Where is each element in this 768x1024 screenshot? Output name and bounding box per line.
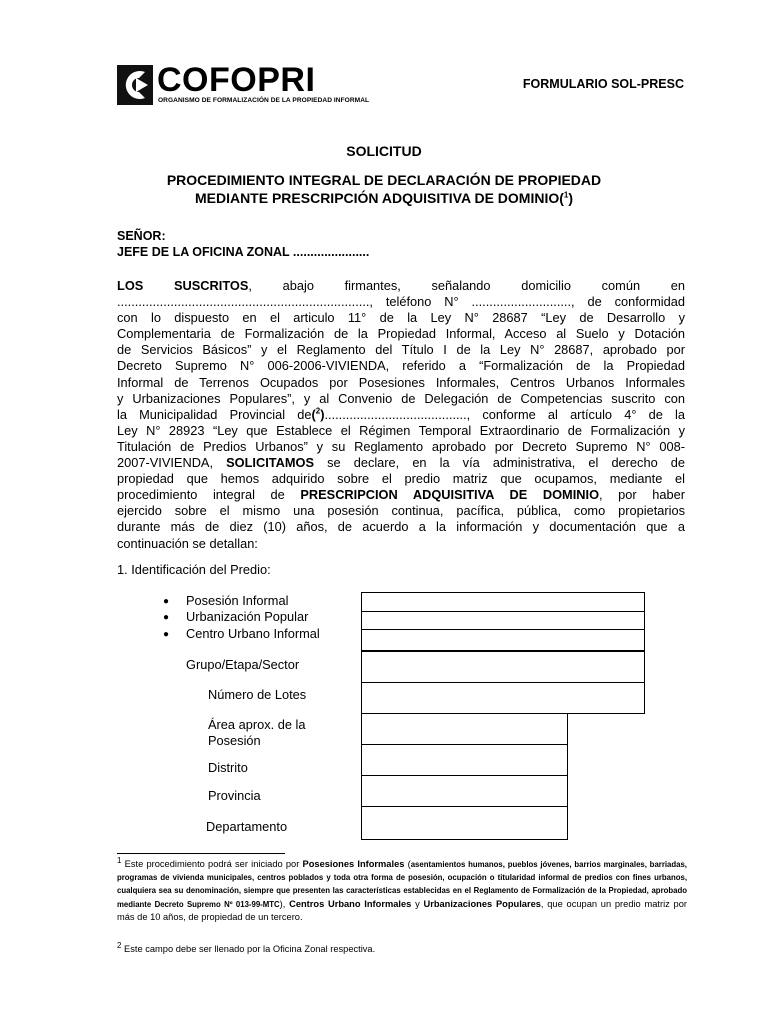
label-area-1: Área aprox. de la — [208, 717, 306, 732]
bullet-icon: ● — [163, 612, 170, 623]
bullet-icon: ● — [163, 629, 170, 640]
suscritos-bold: LOS SUSCRITOS — [117, 278, 249, 293]
logo-name: COFOPRI — [157, 61, 316, 99]
body-line: durante más de diez (10) años, de acuerdo a la información y documentación que a — [117, 519, 685, 535]
footnote-ref-2[interactable]: 2 — [315, 406, 321, 416]
request-paragraph — [117, 278, 685, 552]
body-line: Complementaria de Formalización de la Propiedad Informal, Acceso al Suelo y Dotación — [117, 326, 685, 342]
provincia-field[interactable] — [361, 775, 568, 807]
prescripcion-bold: PRESCRIPCION ADQUISITIVA DE DOMINIO — [300, 487, 600, 503]
label-provincia: Provincia — [208, 788, 261, 803]
footnote-1: $^1$ Este procedimiento podrá ser iniciado por Posesiones Informales (asentamientos humanos, pueblos jóvenes, barrios marginales, barriadas, programas de vivienda municipales, centros poblados y toda otra forma de posesión, ocupación o titularidad informal de predios con fines urbanos, cualquiera sea su denominación, siempre que presenten las características establecidas en el Reglamento de Formalización de la Propiedad, aprobado mediante Decreto Supremo Nº 013-99-MTC), Centros Urbano Informales y Urbanizaciones Populares, que ocupan un predio matriz por más de 10 años, de propiedad de un tercero. — [117, 855, 687, 922]
body-line: LOS SUSCRITOS, abajo firmantes, señalando domicilio común en — [117, 278, 685, 293]
distrito-field[interactable] — [361, 744, 568, 776]
body-line: y Urbanizaciones Populares”, y al Convenio de Delegación de Competencias suscrito con — [117, 390, 685, 406]
body-line: con lo dispuesto en el articulo 11° de la Ley N° 28687 “Ley de Desarrollo y — [117, 310, 685, 326]
cofopri-emblem-icon — [115, 64, 157, 108]
greeting: SEÑOR: — [117, 229, 166, 243]
logo-subtitle: ORGANISMO DE FORMALIZACIÓN DE LA PROPIEDAD INFORMAL — [158, 97, 370, 104]
posesion-informal-field[interactable] — [361, 592, 645, 612]
body-line: propiedad que hemos adquirido sobre el predio matriz que ocupamos, mediante el — [117, 471, 685, 487]
body-line: Informal de Terrenos Ocupados por Posesiones Informales, Centros Urbanos Informales — [117, 374, 685, 390]
bullet-icon: ● — [163, 596, 170, 607]
label-urbanizacion-popular: Urbanización Popular — [186, 609, 309, 624]
body-line: Decreto Supremo N° 006-2006-VIVIENDA, referido a “Formalización de la Propiedad — [117, 358, 685, 374]
page-title: SOLICITUD — [346, 143, 422, 159]
body-line: 2007-VIVIENDA, SOLICITAMOS se declare, en la vía administrativa, el derecho de — [117, 455, 685, 471]
footnote-divider — [117, 853, 285, 854]
cofopri-logo — [115, 61, 370, 108]
body-line: continuación se detallan: — [117, 535, 258, 551]
subtitle-line-1: PROCEDIMIENTO INTEGRAL DE DECLARACIÓN DE PROPIEDAD — [166, 172, 602, 188]
subtitle-close: ) — [568, 190, 574, 206]
label-area-2: Posesión — [208, 733, 261, 748]
body-line: procedimiento integral de PRESCRIPCION ADQUISITIVA DE DOMINIO, por haber — [117, 487, 685, 503]
form-code: FORMULARIO SOL-PRESC — [522, 77, 684, 91]
label-departamento: Departamento — [206, 819, 288, 834]
area-field[interactable] — [361, 713, 568, 745]
section-heading: 1. Identificación del Predio: — [117, 562, 271, 577]
footnote-2: $^2$ Este campo debe ser llenado por la Oficina Zonal respectiva. — [117, 940, 376, 954]
subtitle-line-2 — [0, 190, 768, 206]
body-line: la Municipalidad Provincial de($^2$)........................................, conforme al artículo 4° de la — [117, 406, 685, 422]
solicitamos-bold: SOLICITAMOS — [226, 455, 315, 471]
numero-lotes-field[interactable] — [361, 682, 645, 714]
label-numero-lotes: Número de Lotes — [208, 687, 307, 702]
label-centro-urbano: Centro Urbano Informal — [186, 626, 320, 641]
label-posesion-informal: Posesión Informal — [186, 593, 289, 608]
urbanizacion-popular-field[interactable] — [361, 611, 645, 630]
footnote-ref-1[interactable]: 1 — [563, 190, 569, 200]
body-line: ejercido sobre el mismo una posesión continua, pacífica, pública, como propietarios — [117, 503, 685, 519]
body-line: Ley N° 28923 “Ley que Establece el Régimen Temporal Extraordinario de Formalización y — [117, 422, 685, 438]
centro-urbano-field[interactable] — [361, 629, 645, 651]
grupo-field[interactable] — [361, 651, 645, 683]
label-grupo: Grupo/Etapa/Sector — [186, 657, 300, 672]
body-line: de Servicios Básicos” y el Reglamento del Título I de la Ley N° 28687, aprobado por — [117, 342, 685, 358]
body-line: Titulación de Predios Urbanos” y su Reglamento aprobado por Decreto Supremo N° 008- — [117, 438, 685, 454]
subtitle-text: MEDIANTE PRESCRIPCIÓN ADQUISITIVA DE DOMINIO( — [194, 190, 564, 206]
addressee: JEFE DE LA OFICINA ZONAL ...................... — [117, 245, 370, 259]
body-line: ......................................................................., teléfono N° ............................, de conformidad — [117, 294, 685, 310]
label-distrito: Distrito — [208, 760, 248, 775]
departamento-field[interactable] — [361, 806, 568, 840]
